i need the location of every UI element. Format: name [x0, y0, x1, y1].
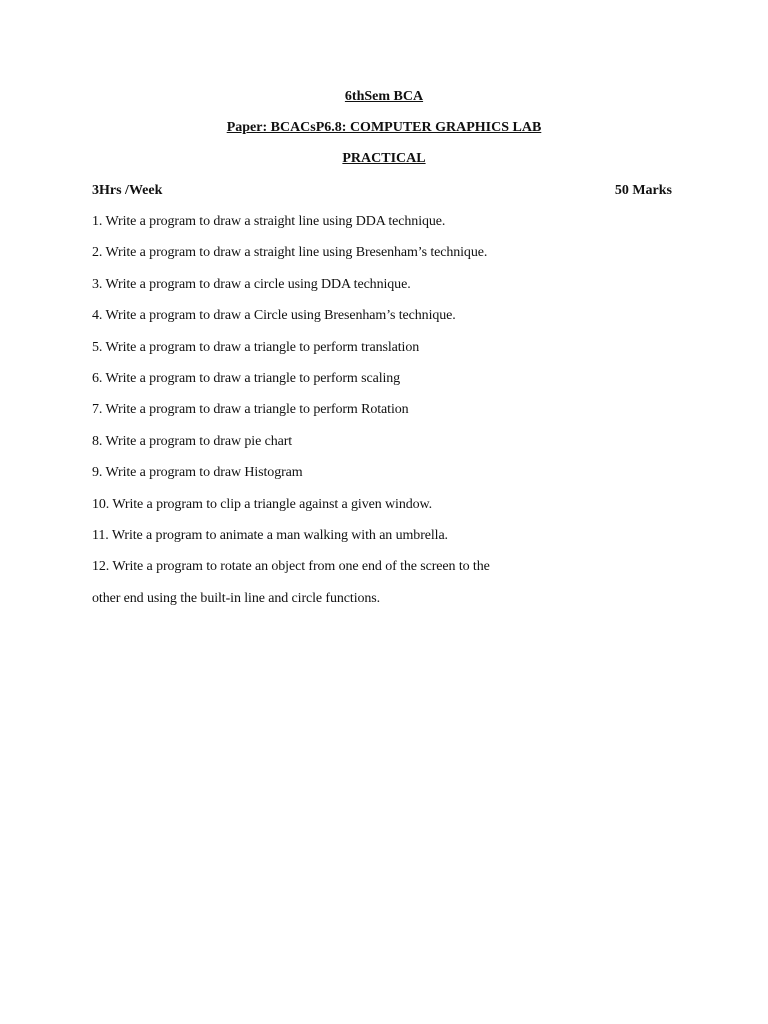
- list-item: 11. Write a program to animate a man walking with an umbrella.: [92, 527, 448, 543]
- course-meta-row: [92, 182, 672, 200]
- list-item: 10. Write a program to clip a triangle against a given window.: [92, 496, 433, 512]
- list-item: 9. Write a program to draw Histogram: [92, 465, 303, 481]
- list-item: 8. Write a program to draw pie chart: [92, 433, 293, 449]
- list-item: 2. Write a program to draw a straight line using Bresenham’s technique.: [92, 245, 488, 261]
- list-item: 12. Write a program to rotate an object from one end of the screen to the: [92, 559, 490, 575]
- list-item: 6. Write a program to draw a triangle to perform scaling: [92, 370, 401, 386]
- practical-list: [92, 213, 692, 608]
- paper-title: Paper: BCACsP6.8: COMPUTER GRAPHICS LAB: [226, 120, 542, 135]
- list-item-continuation: other end using the built-in line and circle functions.: [92, 590, 381, 606]
- semester-heading: 6thSem BCA: [344, 89, 424, 104]
- list-item: 3. Write a program to draw a circle using DDA technique.: [92, 276, 411, 292]
- list-item: 1. Write a program to draw a straight line using DDA technique.: [92, 214, 446, 229]
- list-item: 4. Write a program to draw a Circle using Bresenham’s technique.: [92, 308, 456, 324]
- hours-per-week: 3Hrs /Week: [92, 183, 163, 198]
- total-marks: 50 Marks: [614, 183, 672, 198]
- list-item: 5. Write a program to draw a triangle to perform translation: [92, 339, 420, 355]
- list-item: 7. Write a program to draw a triangle to perform Rotation: [92, 402, 409, 418]
- section-heading: PRACTICAL: [342, 151, 426, 166]
